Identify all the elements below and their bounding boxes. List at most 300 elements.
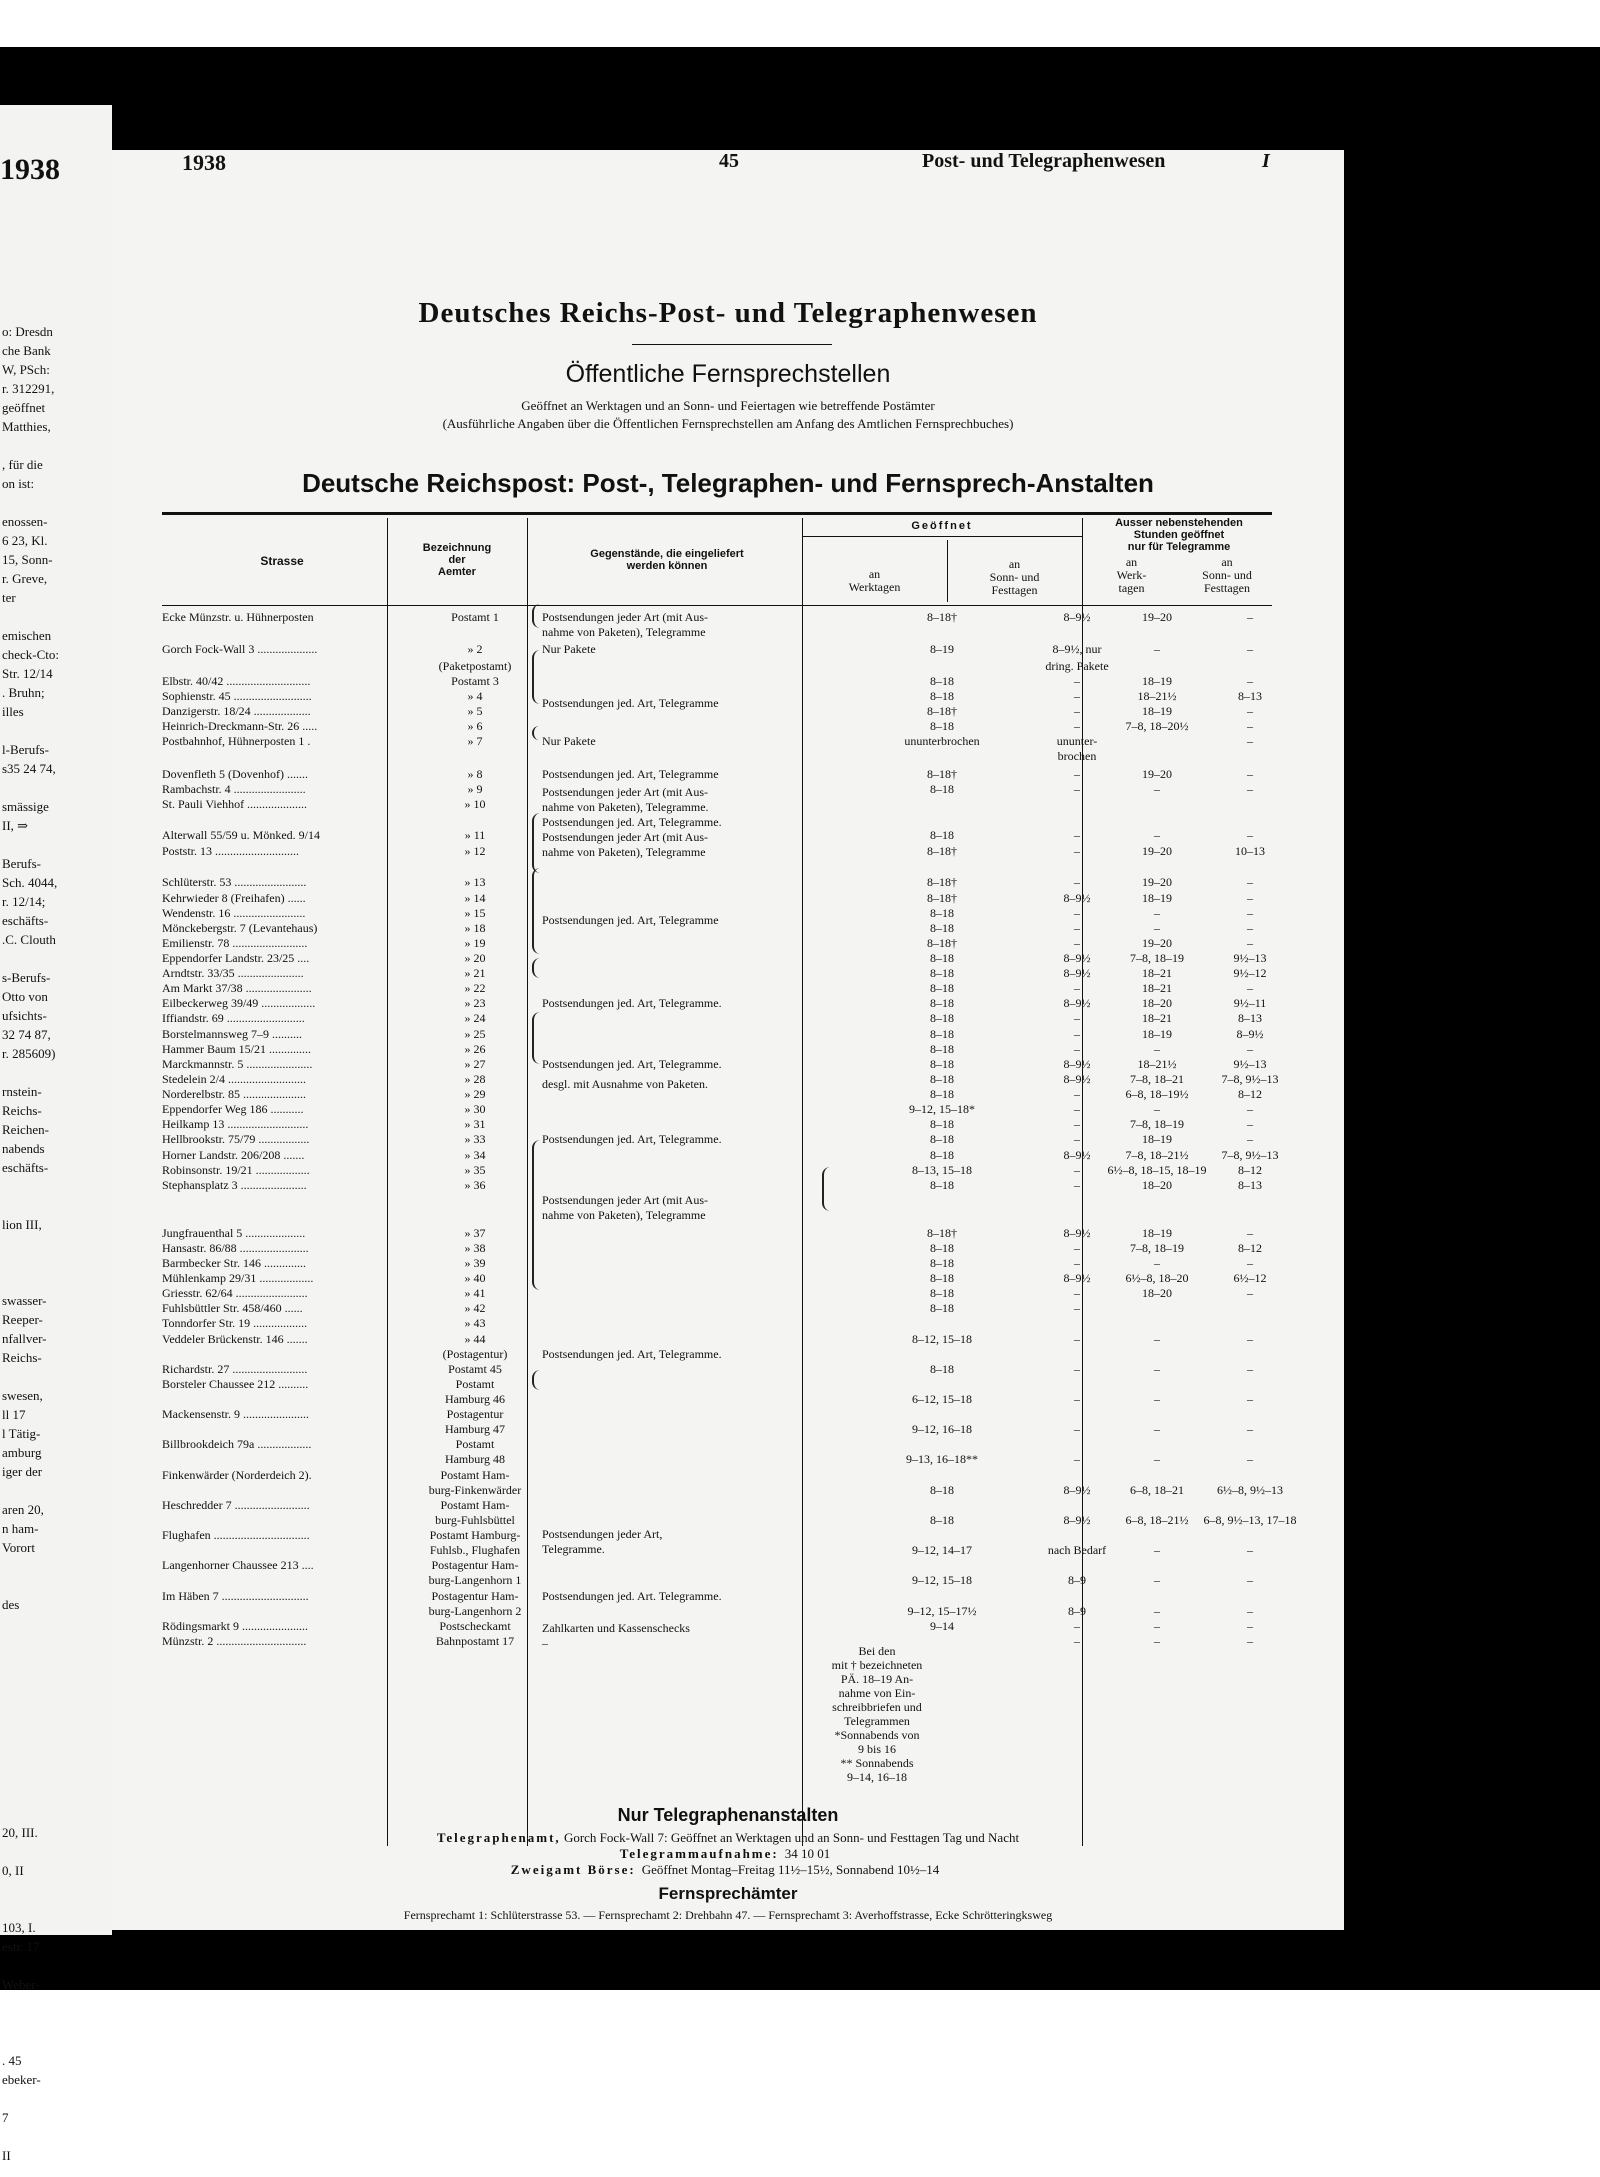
table-cell-werktagen: 8–18 <box>930 1132 954 1146</box>
table-cell-amt: burg-Langenhorn 2 <box>428 1604 522 1618</box>
table-cell-street: Stedelein 2/4 .......................... <box>162 1072 306 1086</box>
table-cell-sonntagen: – <box>1074 1392 1080 1406</box>
table-cell-extra-werktagen: – <box>1154 1634 1160 1648</box>
table-cell-amt: » 28 <box>464 1072 486 1086</box>
table-cell-werktagen: 8–18 <box>930 1072 954 1086</box>
table-cell-extra-sonntagen: 6½–8, 9½–13 <box>1217 1483 1283 1497</box>
table-cell-amt: » 34 <box>464 1148 486 1162</box>
table-cell-gegenstaende: Postsendungen jed. Art, Telegramme <box>542 913 719 927</box>
table-cell-amt: » 12 <box>464 844 486 858</box>
table-cell-amt: » 41 <box>464 1286 486 1300</box>
table-cell-extra-werktagen: 19–20 <box>1142 767 1172 781</box>
table-cell-sonntagen: – <box>1074 1087 1080 1101</box>
group-brace <box>532 726 540 740</box>
left-page-line: eschäfts- <box>2 1160 49 1175</box>
col-header-sonn: an Sonn- und Festtagen <box>989 557 1040 597</box>
table-cell-werktagen: 8–18 <box>930 1148 954 1162</box>
table-cell-amt: » 25 <box>464 1027 486 1041</box>
left-page-line: emischen <box>2 628 52 643</box>
table-cell-werktagen: 8–18 <box>930 1286 954 1300</box>
left-page-line: 15, Sonn- <box>2 552 53 567</box>
table-cell-sonntagen: brochen <box>1057 749 1097 763</box>
table-cell-extra-sonntagen: – <box>1247 891 1253 905</box>
table-cell-street: Münzstr. 2 .............................. <box>162 1634 307 1648</box>
table-cell-extra-sonntagen: – <box>1247 921 1253 935</box>
left-page-line: ufsichts- <box>2 1008 47 1023</box>
table-cell-gegenstaende: Postsendungen jed. Art, Telegramme. <box>542 996 722 1010</box>
table-cell-street: Iffiandstr. 69 .......................... <box>162 1011 305 1025</box>
table-cell-amt: Hamburg 47 <box>444 1422 506 1436</box>
col-header-geoeffnet: Geöffnet <box>911 520 973 532</box>
table-cell-amt: Bahnpostamt 17 <box>435 1634 515 1648</box>
table-cell-extra-werktagen: 6–8, 18–21 <box>1130 1483 1184 1497</box>
left-page-line: swasser- <box>2 1293 47 1308</box>
table-cell-extra-sonntagen: – <box>1247 1543 1253 1557</box>
table-cell-street: Marckmannstr. 5 ...................... <box>162 1057 313 1071</box>
table-cell-sonntagen: – <box>1074 1286 1080 1300</box>
table-cell-werktagen: 8–18 <box>930 674 954 688</box>
table-cell-sonntagen: 8–9½ <box>1063 951 1091 965</box>
left-page-line: swesen, <box>2 1388 43 1403</box>
table-cell-extra-werktagen: – <box>1154 782 1160 796</box>
table-cell-werktagen: 8–18 <box>930 1087 954 1101</box>
table-cell-gegenstaende: nahme von Paketen), Telegramme <box>542 625 706 639</box>
left-page-line: .C. Clouth <box>2 932 56 947</box>
title-divider <box>632 344 832 345</box>
table-cell-street: Veddeler Brückenstr. 146 ....... <box>162 1332 308 1346</box>
footnote-line: ** Sonnabends <box>840 1756 914 1770</box>
table-cell-werktagen: 8–18† <box>927 875 957 889</box>
table-cell-sonntagen: – <box>1074 1332 1080 1346</box>
group-brace <box>532 958 540 978</box>
telegraph-line-1 <box>112 1830 1344 1846</box>
table-header-rule <box>162 605 1272 606</box>
table-cell-werktagen: 8–18 <box>930 1301 954 1315</box>
footnote-line: schreibbriefen und <box>832 1700 922 1714</box>
table-cell-extra-sonntagen: – <box>1247 981 1253 995</box>
table-cell-extra-werktagen: – <box>1154 1042 1160 1056</box>
footnote-line: PÄ. 18–19 An- <box>840 1672 914 1686</box>
table-cell-sonntagen: – <box>1074 828 1080 842</box>
table-cell-werktagen: 8–18 <box>930 996 954 1010</box>
table-cell-street: Langenhorner Chaussee 213 .... <box>162 1558 314 1572</box>
left-page-line: Sch. 4044, <box>2 875 58 890</box>
table-cell-extra-sonntagen: – <box>1247 674 1253 688</box>
table-cell-extra-sonntagen: 8–12 <box>1238 1241 1262 1255</box>
table-cell-werktagen: 8–18 <box>930 1117 954 1131</box>
table-cell-street: Robinsonstr. 19/21 .................. <box>162 1163 310 1177</box>
telegraph-line-3-label: Zweigamt Börse: <box>510 1862 636 1877</box>
group-brace <box>532 650 540 704</box>
fernsprech-title: Fernsprechämter <box>658 1884 798 1903</box>
table-cell-extra-sonntagen: – <box>1247 1362 1253 1376</box>
table-cell-extra-werktagen: 18–20 <box>1142 1178 1172 1192</box>
table-cell-werktagen: 8–13, 15–18 <box>912 1163 972 1177</box>
left-page-line: lion III, <box>2 1217 42 1232</box>
table-cell-street: Rödingsmarkt 9 ...................... <box>162 1619 308 1633</box>
table-cell-extra-sonntagen: 10–13 <box>1235 844 1265 858</box>
table-cell-amt: » 15 <box>464 906 486 920</box>
left-page-line: Otto von <box>2 989 48 1004</box>
table-cell-sonntagen: 8–9 <box>1068 1573 1086 1587</box>
table-cell-street: Mönckebergstr. 7 (Levantehaus) <box>162 921 318 935</box>
table-cell-sonntagen: 8–9½ <box>1063 1483 1091 1497</box>
group-brace <box>532 1140 540 1290</box>
table-top-rule <box>162 512 1272 515</box>
table-cell-sonntagen: – <box>1074 1619 1080 1633</box>
left-page-line: W, PSch: <box>2 362 50 377</box>
table-cell-sonntagen: – <box>1074 921 1080 935</box>
table-cell-werktagen: 6–12, 15–18 <box>912 1392 972 1406</box>
table-cell-extra-werktagen: 6–8, 18–19½ <box>1125 1087 1189 1101</box>
table-cell-sonntagen: – <box>1074 704 1080 718</box>
table-cell-street: Griesstr. 62/64 ........................ <box>162 1286 308 1300</box>
table-cell-werktagen: 8–18† <box>927 844 957 858</box>
group-brace <box>532 1012 540 1064</box>
table-cell-street: Norderelbstr. 85 ..................... <box>162 1087 306 1101</box>
table-cell-sonntagen: – <box>1074 1634 1080 1648</box>
table-cell-gegenstaende: Telegramme. <box>542 1542 605 1556</box>
table-cell-sonntagen: – <box>1074 1027 1080 1041</box>
table-cell-extra-werktagen: – <box>1154 1422 1160 1436</box>
table-cell-extra-werktagen: 7–8, 18–19 <box>1130 1117 1184 1131</box>
left-page-line: . Bruhn; <box>2 685 45 700</box>
left-page-line: r. Greve, <box>2 571 48 586</box>
left-page-line: 32 74 87, <box>2 1027 51 1042</box>
header-section-roman: I <box>1262 150 1270 172</box>
left-page-line: iger der <box>2 1464 43 1479</box>
left-page-line: nabends <box>2 1141 45 1156</box>
table-cell-gegenstaende: Postsendungen jed. Art, Telegramme. <box>542 815 722 829</box>
table-cell-extra-sonntagen: 9½–13 <box>1233 1057 1267 1071</box>
left-page-line: Weber- <box>2 1977 40 1992</box>
table-cell-amt: » 26 <box>464 1042 486 1056</box>
left-page-line: 7 <box>2 2110 9 2125</box>
table-cell-werktagen: 8–18 <box>930 689 954 703</box>
telegraph-line-1-label: Telegraphenamt, <box>436 1830 561 1845</box>
table-cell-amt: Postamt <box>455 1377 495 1391</box>
table-cell-extra-sonntagen: – <box>1247 767 1253 781</box>
col-header-gegenstaende: Gegenstände, die eingeliefert werden können <box>590 548 744 572</box>
table-cell-amt: » 43 <box>464 1316 486 1330</box>
table-cell-extra-sonntagen: – <box>1247 875 1253 889</box>
table-cell-amt: » 2 <box>467 642 483 656</box>
left-page-line: l-Berufs- <box>2 742 49 757</box>
table-cell-amt: » 6 <box>467 719 483 733</box>
table-cell-gegenstaende: Postsendungen jeder Art (mit Aus- <box>542 610 708 624</box>
table-cell-werktagen: 9–12, 15–17½ <box>907 1604 977 1618</box>
left-page-line: rnstein- <box>2 1084 42 1099</box>
table-cell-street: Fuhlsbüttler Str. 458/460 ...... <box>162 1301 303 1315</box>
table-cell-street: Richardstr. 27 ......................... <box>162 1362 308 1376</box>
table-cell-extra-sonntagen: – <box>1247 906 1253 920</box>
table-cell-extra-werktagen: – <box>1154 906 1160 920</box>
telegraph-line-1-text: Gorch Fock-Wall 7: Geöffnet an Werktagen und an Sonn- und Festtagen Tag und Nacht <box>563 1830 1020 1845</box>
table-cell-amt: » 9 <box>467 782 483 796</box>
table-cell-street: Rambachstr. 4 ........................ <box>162 782 306 796</box>
left-page-line: geöffnet <box>2 400 46 415</box>
table-cell-extra-werktagen: 18–19 <box>1142 1226 1172 1240</box>
table-cell-amt: » 23 <box>464 996 486 1010</box>
table-cell-street: Danzigerstr. 18/24 ................... <box>162 704 311 718</box>
table-cell-sonntagen: 8–9½ <box>1063 996 1091 1010</box>
footnote-line: 9 bis 16 <box>857 1742 896 1756</box>
table-cell-amt: Postamt Ham- <box>440 1468 510 1482</box>
table-cell-extra-sonntagen: – <box>1247 719 1253 733</box>
table-cell-extra-werktagen: 7–8, 18–19 <box>1130 951 1184 965</box>
table-cell-street: Hellbrookstr. 75/79 ................. <box>162 1132 310 1146</box>
table-cell-sonntagen: – <box>1074 674 1080 688</box>
table-cell-sonntagen: – <box>1074 1011 1080 1025</box>
table-cell-werktagen: 8–18 <box>930 906 954 920</box>
table-cell-sonntagen: – <box>1074 1256 1080 1270</box>
table-cell-werktagen: 8–12, 15–18 <box>912 1332 972 1346</box>
table-cell-extra-sonntagen: – <box>1247 1117 1253 1131</box>
table-cell-extra-werktagen: – <box>1154 1619 1160 1633</box>
table-cell-street: Eppendorfer Weg 186 ........... <box>162 1102 304 1116</box>
table-cell-werktagen: 8–18 <box>930 828 954 842</box>
table-cell-werktagen: 9–12, 15–18 <box>912 1573 972 1587</box>
footnote-line: nahme von Ein- <box>838 1686 916 1700</box>
table-cell-extra-sonntagen: 8–13 <box>1238 689 1262 703</box>
table-cell-street: Poststr. 13 ............................ <box>162 844 300 858</box>
table-cell-amt: » 14 <box>464 891 486 905</box>
table-cell-extra-sonntagen: – <box>1247 782 1253 796</box>
table-cell-werktagen: 8–19 <box>930 642 954 656</box>
table-cell-amt: » 31 <box>464 1117 486 1131</box>
table-cell-extra-sonntagen: – <box>1247 734 1253 748</box>
table-cell-sonntagen: – <box>1074 1178 1080 1192</box>
table-cell-amt: » 30 <box>464 1102 486 1116</box>
table-cell-gegenstaende: Postsendungen jeder Art (mit Aus- <box>542 785 708 799</box>
table-cell-werktagen: ununterbrochen <box>904 734 980 748</box>
left-page-line: ebeker- <box>2 2072 41 2087</box>
left-page-line: 6 23, Kl. <box>2 533 48 548</box>
subtitle: Öffentliche Fernsprechstellen <box>565 360 891 388</box>
left-page-line: Reichen- <box>2 1122 49 1137</box>
table-cell-extra-sonntagen: 8–12 <box>1238 1163 1262 1177</box>
left-page-line: s35 24 74, <box>2 761 56 776</box>
table-cell-werktagen: 8–18 <box>930 981 954 995</box>
left-page-line: Reeper- <box>2 1312 43 1327</box>
left-page-line: s-Berufs- <box>2 970 51 985</box>
table-cell-extra-werktagen: – <box>1154 1604 1160 1618</box>
table-cell-street: Hansastr. 86/88 ....................... <box>162 1241 309 1255</box>
table-cell-amt: » 11 <box>464 828 486 842</box>
table-cell-amt: Postagentur <box>446 1407 504 1421</box>
table-cell-werktagen: 8–18 <box>930 1027 954 1041</box>
table-cell-extra-sonntagen: – <box>1247 1422 1253 1436</box>
table-cell-gegenstaende: Postsendungen jed. Art, Telegramme. <box>542 1057 722 1071</box>
table-cell-extra-sonntagen: 9½–13 <box>1233 951 1267 965</box>
table-cell-street: Alterwall 55/59 u. Mönked. 9/14 <box>162 828 320 842</box>
page-title: Deutsches Reichs-Post- und Telegraphenwesen <box>418 297 1038 329</box>
table-cell-sonntagen: 8–9½ <box>1063 1148 1091 1162</box>
group-brace <box>532 1370 540 1390</box>
table-cell-extra-werktagen: 18–19 <box>1142 1027 1172 1041</box>
left-page-line: r. 285609) <box>2 1046 56 1061</box>
table-cell-amt: » 19 <box>464 936 486 950</box>
table-cell-extra-werktagen: 19–20 <box>1142 844 1172 858</box>
table-cell-amt: » 5 <box>467 704 483 718</box>
table-cell-street: Emilienstr. 78 ......................... <box>162 936 308 950</box>
table-cell-werktagen: 9–12, 15–18* <box>909 1102 975 1116</box>
left-page-line: smässige <box>2 799 49 814</box>
col-divider-1 <box>387 518 388 1846</box>
table-cell-gegenstaende: Postsendungen jed. Art. Telegramme. <box>542 1589 722 1603</box>
left-page-line: n ham- <box>2 1521 39 1536</box>
table-cell-amt: Postscheckamt <box>439 1619 511 1633</box>
table-cell-amt: Postamt <box>455 1437 495 1451</box>
table-cell-street: Horner Landstr. 206/208 ....... <box>162 1148 305 1162</box>
table-cell-sonntagen: – <box>1074 1301 1080 1315</box>
table-cell-extra-sonntagen: 8–13 <box>1238 1011 1262 1025</box>
left-page-line: ter <box>2 590 16 605</box>
table-cell-gegenstaende: nahme von Paketen), Telegramme <box>542 845 706 859</box>
table-cell-sonntagen: 8–9½ <box>1063 1271 1091 1285</box>
table-cell-extra-werktagen: – <box>1154 1362 1160 1376</box>
table-cell-sonntagen: 8–9½ <box>1063 1226 1091 1240</box>
table-cell-gegenstaende: nahme von Paketen), Telegramme. <box>542 800 709 814</box>
table-cell-extra-werktagen: 7–8, 18–19 <box>1130 1241 1184 1255</box>
left-page-line: Str. 12/14 <box>2 666 53 681</box>
table-cell-extra-werktagen: 18–21 <box>1142 1011 1172 1025</box>
table-cell-extra-werktagen: – <box>1154 1573 1160 1587</box>
table-cell-extra-werktagen: 18–21½ <box>1137 689 1177 703</box>
table-cell-sonntagen: – <box>1074 1117 1080 1131</box>
table-cell-street: Am Markt 37/38 ...................... <box>162 981 312 995</box>
table-cell-sonntagen: 8–9½ <box>1063 1072 1091 1086</box>
table-cell-amt: burg-Langenhorn 1 <box>428 1573 522 1587</box>
table-cell-amt: » 42 <box>464 1301 486 1315</box>
table-cell-street: Sophienstr. 45 .......................... <box>162 689 312 703</box>
table-cell-werktagen: 9–12, 14–17 <box>912 1543 972 1557</box>
left-page-line: r. 12/14; <box>2 894 46 909</box>
table-cell-extra-werktagen: – <box>1154 921 1160 935</box>
table-cell-extra-werktagen: – <box>1154 1332 1160 1346</box>
table-cell-gegenstaende: Nur Pakete <box>542 642 596 656</box>
group-brace <box>532 604 540 628</box>
table-cell-extra-werktagen: 7–8, 18–20½ <box>1125 719 1189 733</box>
table-cell-street: Schlüterstr. 53 ........................ <box>162 875 307 889</box>
table-cell-sonntagen: – <box>1074 767 1080 781</box>
table-cell-extra-werktagen: 18–19 <box>1142 891 1172 905</box>
table-cell-extra-sonntagen: 9½–12 <box>1233 966 1267 980</box>
left-page-line: 20, III. <box>2 1825 38 1840</box>
table-cell-sonntagen: – <box>1074 981 1080 995</box>
left-page-line: ll 17 <box>2 1407 26 1422</box>
table-cell-street: Heilkamp 13 ........................... <box>162 1117 309 1131</box>
table-cell-extra-sonntagen: – <box>1247 642 1253 656</box>
table-cell-extra-werktagen: 18–21 <box>1142 966 1172 980</box>
table-cell-extra-sonntagen: – <box>1247 828 1253 842</box>
table-cell-werktagen: 9–14 <box>930 1619 954 1633</box>
table-cell-extra-sonntagen: 8–12 <box>1238 1087 1262 1101</box>
table-cell-extra-werktagen: 19–20 <box>1142 875 1172 889</box>
left-page-fragment <box>0 105 112 2163</box>
table-cell-street: Flughafen ................................ <box>162 1528 310 1542</box>
table-cell-amt: Postamt Hamburg- <box>429 1528 521 1542</box>
table-cell-sonntagen: – <box>1074 1362 1080 1376</box>
table-cell-gegenstaende: – <box>542 1636 548 1650</box>
table-cell-gegenstaende: Zahlkarten und Kassenschecks <box>542 1621 690 1635</box>
table-cell-sonntagen: 8–9½ <box>1063 891 1091 905</box>
table-cell-sonntagen: – <box>1074 1452 1080 1466</box>
table-cell-gegenstaende: desgl. mit Ausnahme von Paketen. <box>542 1077 708 1091</box>
left-page-line: , für die <box>2 457 43 472</box>
table-cell-extra-werktagen: – <box>1154 1256 1160 1270</box>
group-brace <box>822 1167 830 1211</box>
table-cell-werktagen: 8–18† <box>927 704 957 718</box>
geoeffnet-underline <box>802 536 1082 537</box>
table-cell-werktagen: 8–18 <box>930 1178 954 1192</box>
table-cell-extra-werktagen: 6–8, 18–21½ <box>1125 1513 1189 1527</box>
table-cell-amt: » 29 <box>464 1087 486 1101</box>
table-cell-gegenstaende: Postsendungen jed. Art, Telegramme. <box>542 1347 722 1361</box>
table-cell-extra-sonntagen: 7–8, 9½–13 <box>1221 1072 1279 1086</box>
left-page-line: . 45 <box>2 2053 22 2068</box>
table-cell-sonntagen: 8–9½ <box>1063 1513 1091 1527</box>
table-cell-sonntagen: – <box>1074 875 1080 889</box>
table-cell-extra-sonntagen: 8–9½ <box>1236 1027 1264 1041</box>
left-page-line: o: Dresdn <box>2 324 53 339</box>
table-cell-street: Borsteler Chaussee 212 .......... <box>162 1377 309 1391</box>
table-cell-amt: » 8 <box>467 767 483 781</box>
table-cell-street: Elbstr. 40/42 ............................ <box>162 674 311 688</box>
table-cell-amt: Postamt 3 <box>451 674 499 688</box>
table-cell-amt: Postamt 1 <box>451 610 499 624</box>
table-cell-amt: » 36 <box>464 1178 486 1192</box>
table-cell-amt: (Paketpostamt) <box>438 659 512 673</box>
table-cell-werktagen: 8–18 <box>930 951 954 965</box>
table-cell-sonntagen: 8–9½ <box>1063 1057 1091 1071</box>
table-cell-extra-werktagen: 18–19 <box>1142 1132 1172 1146</box>
table-cell-werktagen: 8–18 <box>930 1057 954 1071</box>
table-cell-werktagen: 8–18 <box>930 1241 954 1255</box>
table-cell-gegenstaende: Postsendungen jed. Art, Telegramme <box>542 767 719 781</box>
header-year: 1938 <box>182 150 226 175</box>
table-cell-werktagen: 8–18 <box>930 782 954 796</box>
left-page-line: on ist: <box>2 476 35 491</box>
table-cell-extra-sonntagen: – <box>1247 1619 1253 1633</box>
table-cell-gegenstaende: Postsendungen jeder Art, <box>542 1527 663 1541</box>
col-header-ausser-sonn: an Sonn- und Festtagen <box>1202 555 1252 595</box>
table-cell-extra-sonntagen: – <box>1247 1332 1253 1346</box>
table-cell-gegenstaende: Nur Pakete <box>542 734 596 748</box>
table-cell-extra-werktagen: 7–8, 18–21 <box>1130 1072 1184 1086</box>
table-cell-extra-werktagen: 19–20 <box>1142 936 1172 950</box>
table-cell-street: Eppendorfer Landstr. 23/25 .... <box>162 951 310 965</box>
table-cell-amt: Postagentur Ham- <box>431 1589 519 1603</box>
table-cell-werktagen: 9–12, 16–18 <box>912 1422 972 1436</box>
left-page-line: aren 20, <box>2 1502 44 1517</box>
table-cell-street: Dovenfleth 5 (Dovenhof) ....... <box>162 767 308 781</box>
table-cell-werktagen: 8–18 <box>930 966 954 980</box>
table-cell-amt: » 35 <box>464 1163 486 1177</box>
left-page-line: 0, II <box>2 1863 24 1878</box>
table-cell-werktagen: 8–18† <box>927 610 957 624</box>
table-cell-werktagen: 8–18† <box>927 767 957 781</box>
table-cell-werktagen: 8–18 <box>930 1362 954 1376</box>
telegraph-line-2 <box>112 1846 1344 1862</box>
col-header-ausser: Ausser nebenstehenden Stunden geöffnet nur für Telegramme <box>1115 517 1243 553</box>
table-cell-street: Ecke Münzstr. u. Hühnerposten <box>162 610 314 624</box>
left-page-line: II, ⇒ <box>2 818 29 833</box>
table-cell-sonntagen: dring. Pakete <box>1045 659 1109 673</box>
left-page-line: des <box>2 1597 20 1612</box>
section-title: Deutsche Reichspost: Post-, Telegraphen- und Fernsprech-Anstalten <box>302 468 1154 498</box>
table-cell-sonntagen: – <box>1074 1241 1080 1255</box>
